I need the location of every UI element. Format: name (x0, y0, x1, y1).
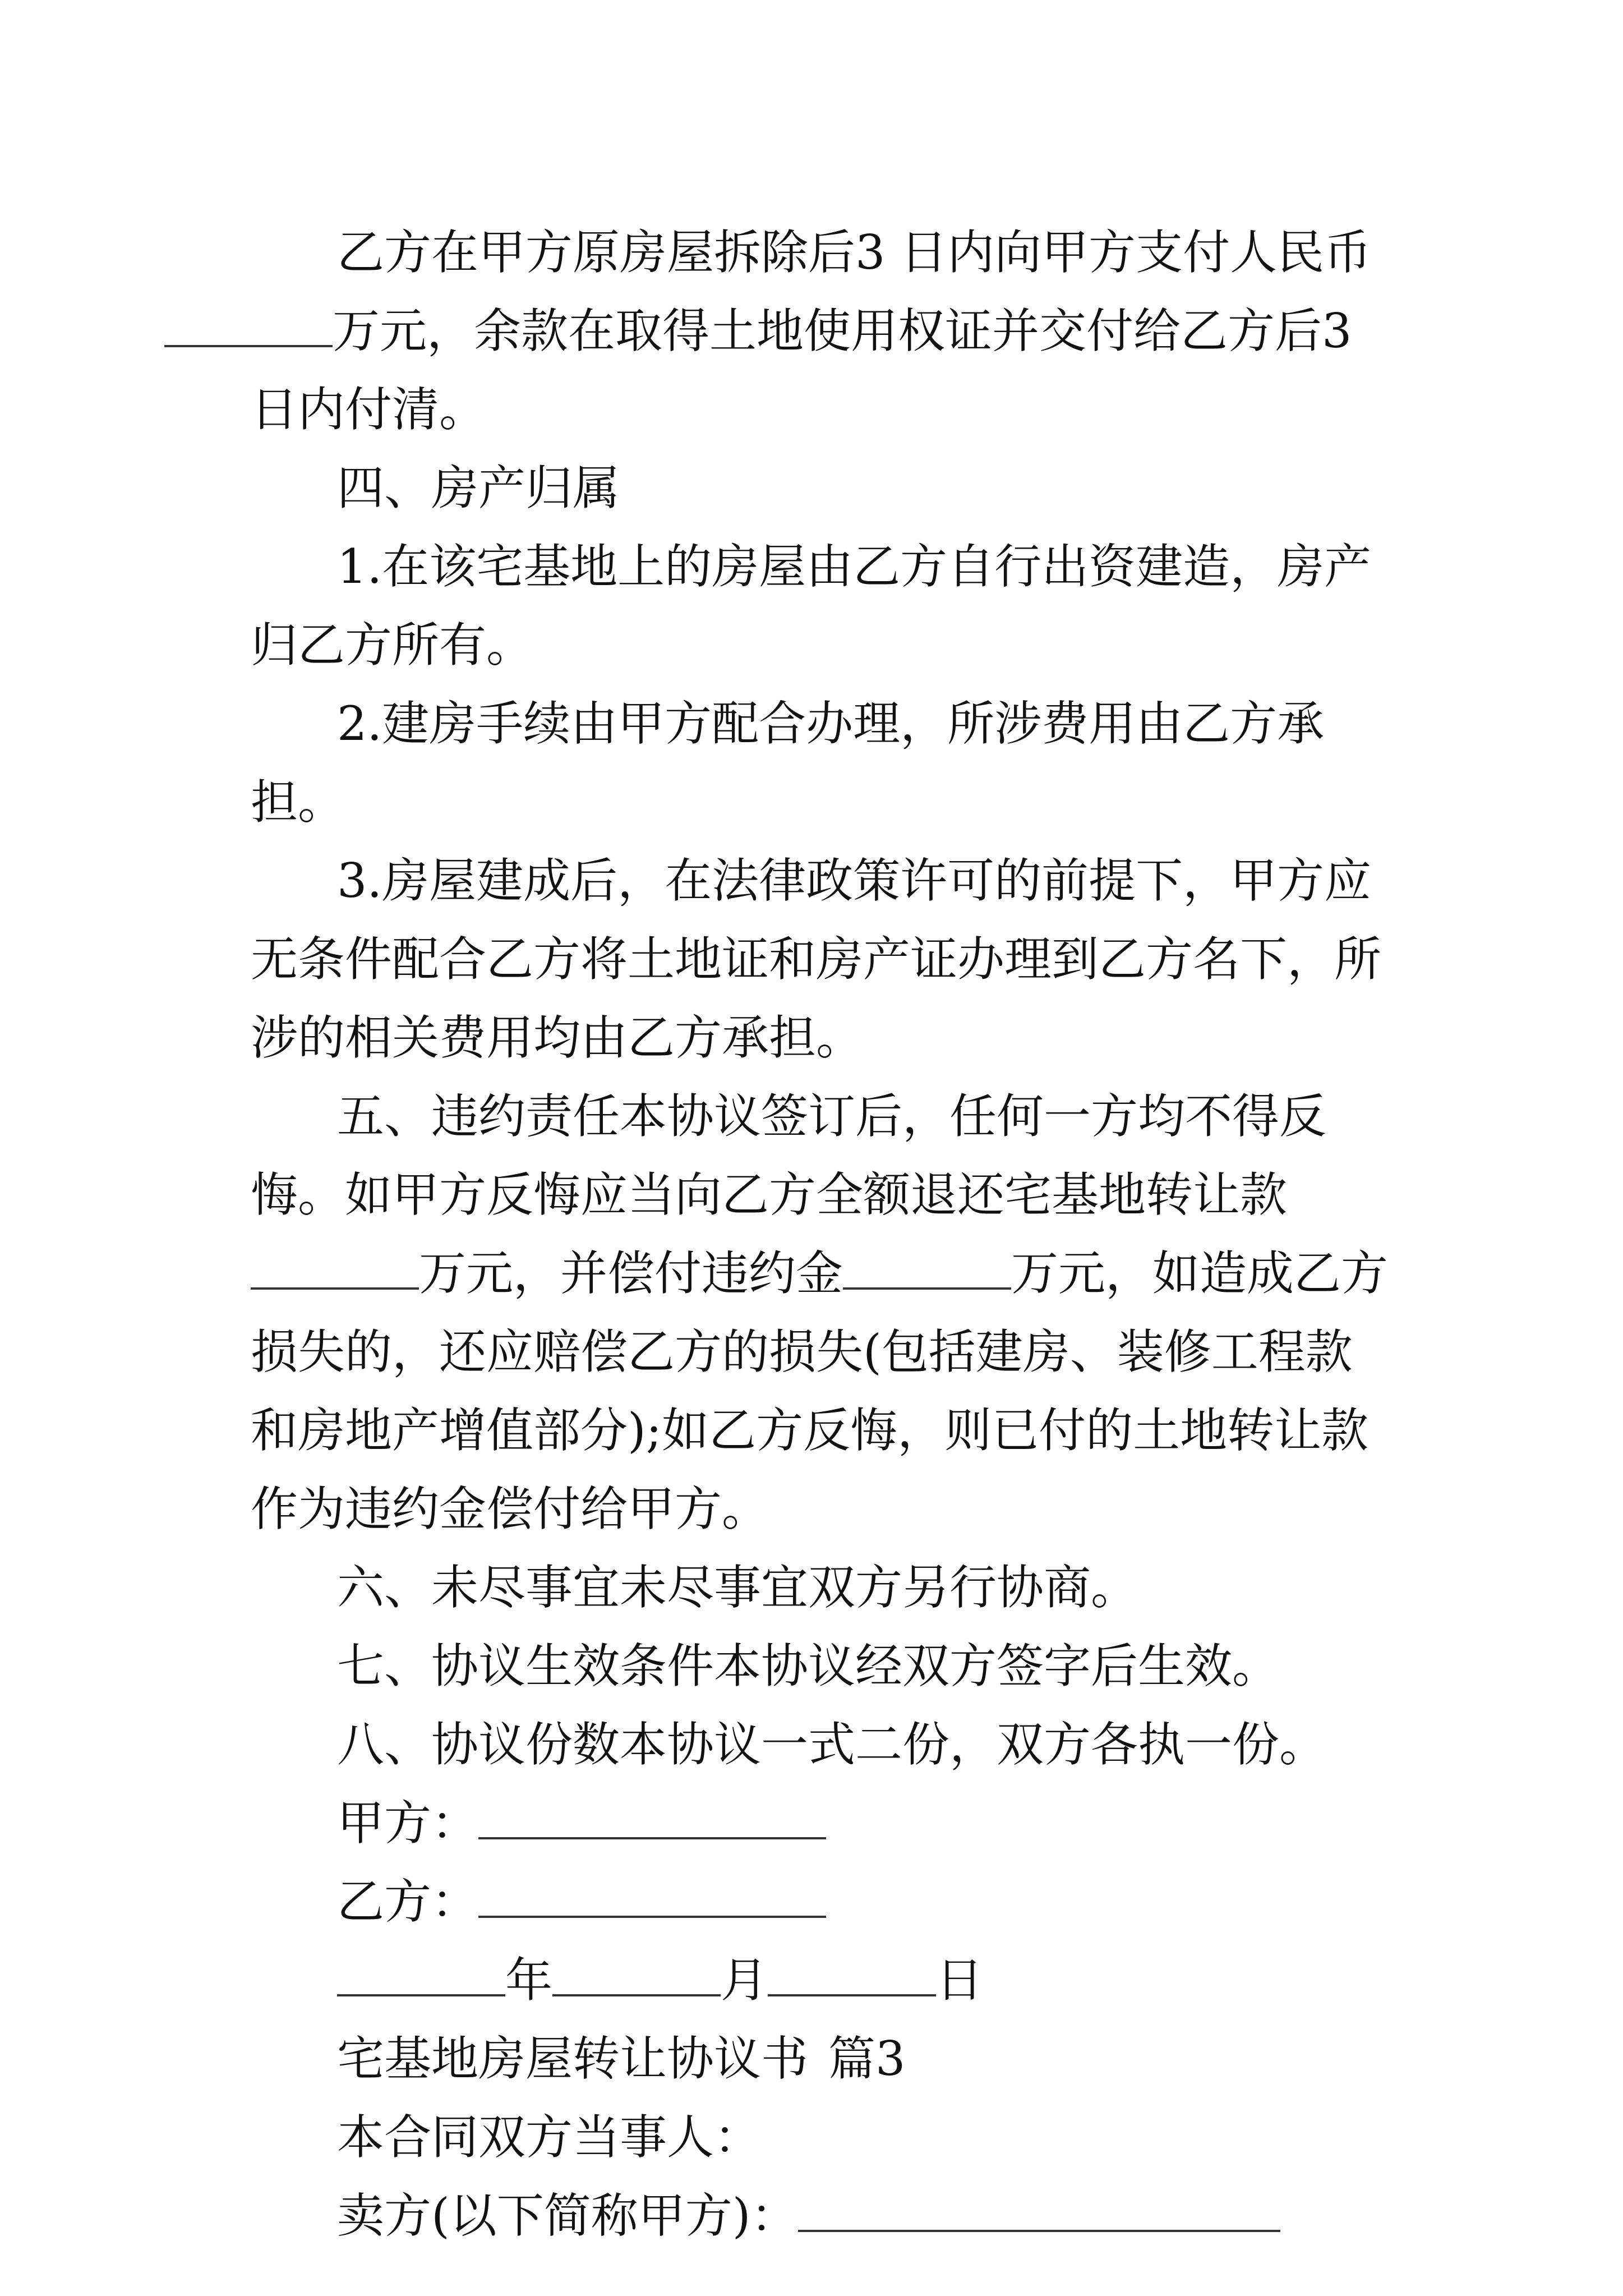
date-line (251, 1941, 1395, 2019)
day-label: 日 (936, 1953, 984, 2008)
party-a-line (251, 1784, 1395, 1862)
year-blank (337, 1947, 505, 1996)
section-4-item-2: 2.建房手续由甲方配合办理，所涉费用由乙方承担。 (251, 696, 1325, 830)
payment-text-c: 日内付清。 (251, 382, 487, 437)
year-label: 年 (505, 1953, 553, 2008)
day-blank (768, 1947, 936, 1996)
section-5-text-c: 万元，如造成乙方损失的，还应赔偿乙方的损失(包括建房、装修工程款和房地产增值部分);如乙方反悔，则已付的土地转让款作为违约金偿付给甲方。 (251, 1246, 1389, 1536)
month-blank (552, 1947, 721, 1996)
party-b-label: 乙方： (337, 1874, 479, 1929)
penalty-blank (843, 1240, 1011, 1290)
section-4-item-1: 1.在该宅基地上的房屋由乙方自行出资建造，房产归乙方所有。 (251, 539, 1372, 673)
section-5-text-b: 万元，并偿付违约金 (419, 1246, 843, 1301)
party-a-signature-blank (478, 1790, 826, 1839)
paragraph-payment (251, 213, 1395, 449)
section-5-text-a: 五、违约责任本协议签订后，任何一方均不得反悔。如甲方反悔应当向乙方全额退还宅基地转让款 (251, 1089, 1327, 1222)
parties-intro: 本合同双方当事人： (337, 2110, 762, 2165)
document-body (251, 213, 1395, 2255)
month-label: 月 (721, 1953, 768, 2008)
party-b-signature-blank (478, 1869, 826, 1918)
agreement-3-title: 宅基地房屋转让协议书 (337, 2031, 809, 2086)
payment-text-a: 乙方在甲方原房屋拆除后3 日内向甲方支付人民币 (337, 225, 1372, 280)
payment-text-b: 万元，余款在取得土地使用权证并交付给乙方后3 (333, 303, 1352, 358)
section-5-paragraph (251, 1077, 1395, 1548)
party-b-line (251, 1862, 1395, 1941)
section-7: 七、协议生效条件本协议经双方签字后生效。 (337, 1639, 1280, 1694)
refund-blank (251, 1240, 419, 1290)
seller-line (251, 2177, 1395, 2255)
section-8: 八、协议份数本协议一式二份，双方各执一份。 (337, 1717, 1327, 1772)
seller-label: 卖方(以下简称甲方)： (337, 2188, 798, 2243)
party-a-label: 甲方： (337, 1796, 479, 1851)
agreement-3-heading (251, 2019, 1395, 2098)
section-4-heading: 四、房产归属 (337, 461, 620, 516)
section-4-item-3: 3.房屋建成后，在法律政策许可的前提下，甲方应无条件配合乙方将土地证和房产证办理到乙方名下，所涉的相关费用均由乙方承担。 (251, 853, 1382, 1065)
amount-blank (164, 298, 333, 347)
agreement-3-suffix: 篇3 (828, 2031, 906, 2086)
seller-blank (798, 2183, 1280, 2232)
section-6: 六、未尽事宜未尽事宜双方另行协商。 (337, 1560, 1138, 1615)
